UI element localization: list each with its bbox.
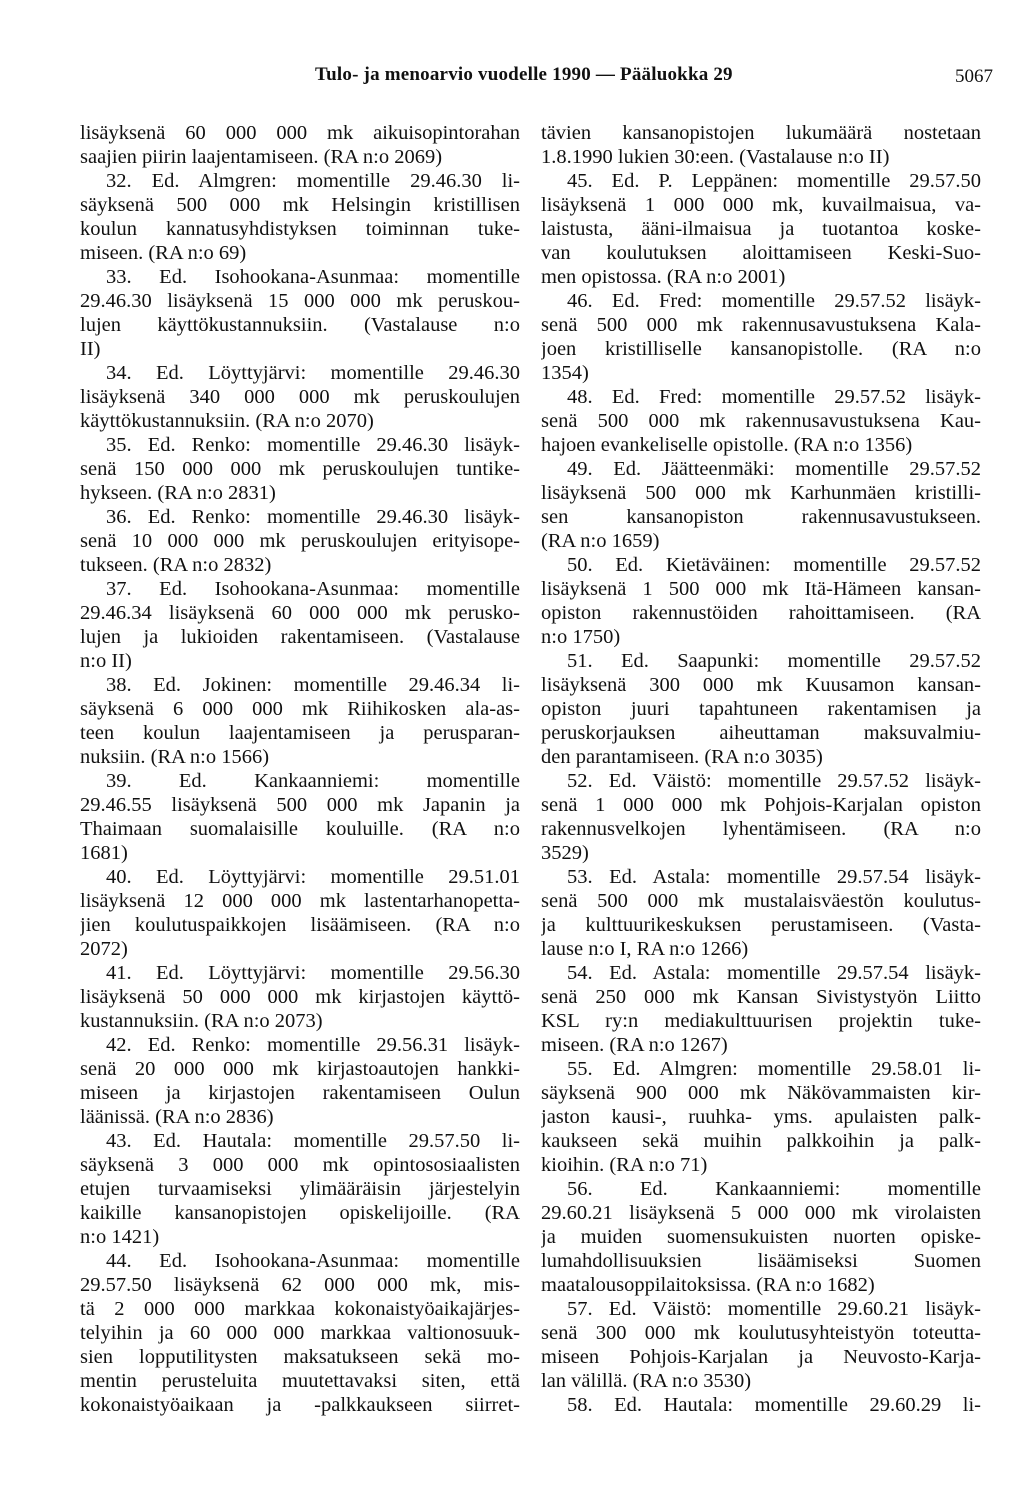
text-line: 29.46.34 lisäyksenä 60 000 000 mk perusko- [80,602,520,624]
text-line: tä 2 000 000 markkaa kokonaistyöaikajärjes- [80,1298,520,1320]
text-line: den parantamiseen. (RA n:o 3035) [541,746,823,768]
running-head-title: Tulo- ja menoarvio vuodelle 1990 — Pääluokka 29 [315,64,733,85]
text-line: kokonaistyöaikaan ja -palkkaukseen siirret- [80,1394,520,1416]
text-line: II) [80,338,101,360]
text-line: opiston rakennustöiden rahoittamiseen. (RA [541,602,981,624]
text-line: 43. Ed. Hautala: momentille 29.57.50 li- [106,1130,520,1152]
text-line: 44. Ed. Isohookana-Asunmaa: momentille [106,1250,520,1272]
text-line: 39. Ed. Kankaanniemi: momentille [106,770,520,792]
text-line: 57. Ed. Väistö: momentille 29.60.21 lisäyk- [567,1298,981,1320]
text-line: kaikille kansanopistojen opiskelijoille. (RA [80,1202,520,1224]
text-line: miseen. (RA n:o 69) [80,242,247,264]
text-line: hajoen evankeliselle opistolle. (RA n:o 1356) [541,434,913,456]
text-line: 53. Ed. Astala: momentille 29.57.54 lisäyk- [567,866,981,888]
text-line: säyksenä 900 000 mk Näkövammaisten kir- [541,1082,981,1104]
text-line: rakennusvelkojen lyhentämiseen. (RA n:o [541,818,981,840]
text-line: käyttökustannuksiin. (RA n:o 2070) [80,410,374,432]
text-line: 29.57.50 lisäyksenä 62 000 000 mk, mis- [80,1274,520,1296]
text-line: 36. Ed. Renko: momentille 29.46.30 lisäyk- [106,506,520,528]
text-line: kustannuksiin. (RA n:o 2073) [80,1010,323,1032]
text-line: n:o 1421) [80,1226,160,1248]
text-line: jien koulutuspaikkojen lisäämiseen. (RA n:o [80,914,520,936]
text-line: säyksenä 500 000 mk Helsingin kristillisen [80,194,520,216]
text-line: lisäyksenä 500 000 mk Karhunmäen kristilli- [541,482,981,504]
text-line: senä 10 000 000 mk peruskoulujen erityisope- [80,530,520,552]
text-line: lumahdollisuuksien lisäämiseksi Suomen [541,1250,981,1272]
text-line: miseen. (RA n:o 1267) [541,1034,728,1056]
text-line: n:o 1750) [541,626,621,648]
text-line: 52. Ed. Väistö: momentille 29.57.52 lisäyk- [567,770,981,792]
text-line: jaston kausi-, ruuhka- yms. apulaisten palk- [541,1106,981,1128]
text-line: koulun kannatusyhdistyksen toiminnan tuke- [80,218,520,240]
text-line: lause n:o I, RA n:o 1266) [541,938,749,960]
text-line: lisäyksenä 300 000 mk Kuusamon kansan- [541,674,981,696]
text-line: ja kulttuurikeskuksen perustamiseen. (Vasta- [541,914,981,936]
text-line: 2072) [80,938,128,960]
text-line: 42. Ed. Renko: momentille 29.56.31 lisäyk- [106,1034,520,1056]
text-line: etujen turvaamiseksi ylimääräisin järjestelyin [80,1178,520,1200]
text-line: teen koulun laajentamiseen ja perusparan- [80,722,520,744]
text-line: lujen käyttökustannuksiin. (Vastalause n:o [80,314,520,336]
text-line: maatalousoppilaitoksissa. (RA n:o 1682) [541,1274,875,1296]
text-line: saajien piirin laajentamiseen. (RA n:o 2069) [80,146,443,168]
text-line: 1681) [80,842,128,864]
text-line: n:o II) [80,650,132,672]
page-number: 5067 [955,66,993,87]
left-text-column [80,121,520,1417]
text-line: Thaimaan suomalaisille kouluille. (RA n:o [80,818,520,840]
text-line: miseen Pohjois-Karjalan ja Neuvosto-Karja- [541,1346,981,1368]
text-line: senä 1 000 000 mk Pohjois-Karjalan opiston [541,794,981,816]
text-line: sen kansanopiston rakennusavustukseen. [541,506,981,528]
text-line: 51. Ed. Saapunki: momentille 29.57.52 [567,650,981,672]
text-line: van koulutuksen aloittamiseen Keski-Suo- [541,242,981,264]
text-line: 56. Ed. Kankaanniemi: momentille [567,1178,981,1200]
text-line: 33. Ed. Isohookana-Asunmaa: momentille [106,266,520,288]
text-line: (RA n:o 1659) [541,530,660,552]
text-line: peruskorjauksen aiheuttaman maksuvalmiu- [541,722,981,744]
text-line: lan välillä. (RA n:o 3530) [541,1370,752,1392]
text-line: 40. Ed. Löyttyjärvi: momentille 29.51.01 [106,866,520,888]
text-line: lisäyksenä 12 000 000 mk lastentarhanopetta- [80,890,520,912]
text-line: lisäyksenä 1 000 000 mk, kuvailmaisua, va- [541,194,981,216]
text-line: lujen ja lukioiden rakentamiseen. (Vastalause [80,626,520,648]
text-line: 46. Ed. Fred: momentille 29.57.52 lisäyk- [567,290,981,312]
text-line: lisäyksenä 340 000 000 mk peruskoulujen [80,386,520,408]
text-line: joen kristilliselle kansanopistolle. (RA n:o [541,338,981,360]
text-line: laistusta, ääni-ilmaisua ja tuotantoa koske- [541,218,981,240]
text-line: kioihin. (RA n:o 71) [541,1154,708,1176]
text-line: 1354) [541,362,589,384]
text-line: 45. Ed. P. Leppänen: momentille 29.57.50 [567,170,981,192]
text-line: läänissä. (RA n:o 2836) [80,1106,274,1128]
text-line: 58. Ed. Hautala: momentille 29.60.29 li- [567,1394,981,1416]
page-header [0,64,1024,94]
right-text-column [541,121,981,1417]
text-line: men opistossa. (RA n:o 2001) [541,266,786,288]
text-line: tävien kansanopistojen lukumäärä nostetaan [541,122,981,144]
text-line: senä 20 000 000 mk kirjastoautojen hankki- [80,1058,520,1080]
text-line: säyksenä 6 000 000 mk Riihikosken ala-as- [80,698,520,720]
text-line: 1.8.1990 lukien 30:een. (Vastalause n:o II) [541,146,890,168]
text-line: senä 300 000 mk koulutusyhteistyön toteutta- [541,1322,981,1344]
text-line: senä 150 000 000 mk peruskoulujen tuntike- [80,458,520,480]
text-line: kaukseen sekä muihin palkkoihin ja palk- [541,1130,981,1152]
text-line: 29.46.30 lisäyksenä 15 000 000 mk peruskou- [80,290,520,312]
text-line: nuksiin. (RA n:o 1566) [80,746,270,768]
text-line: ja muiden suomensukuisten nuorten opiske- [541,1226,981,1248]
text-line: KSL ry:n mediakulttuurisen projektin tuke- [541,1010,981,1032]
text-line: lisäyksenä 60 000 000 mk aikuisopintorahan [80,122,520,144]
text-line: 41. Ed. Löyttyjärvi: momentille 29.56.30 [106,962,520,984]
text-line: 37. Ed. Isohookana-Asunmaa: momentille [106,578,520,600]
text-line: opiston juuri tapahtuneen rakentamisen ja [541,698,981,720]
text-line: 50. Ed. Kietäväinen: momentille 29.57.52 [567,554,981,576]
text-line: senä 500 000 mk mustalaisväestön koulutus- [541,890,981,912]
text-line: 3529) [541,842,589,864]
text-line: 54. Ed. Astala: momentille 29.57.54 lisäyk- [567,962,981,984]
text-line: 55. Ed. Almgren: momentille 29.58.01 li- [567,1058,981,1080]
text-line: sien lopputilitysten maksatukseen sekä mo- [80,1346,520,1368]
text-line: 29.46.55 lisäyksenä 500 000 mk Japanin ja [80,794,520,816]
text-line: tukseen. (RA n:o 2832) [80,554,272,576]
text-line: säyksenä 3 000 000 mk opintososiaalisten [80,1154,520,1176]
text-line: 32. Ed. Almgren: momentille 29.46.30 li- [106,170,520,192]
text-line: 35. Ed. Renko: momentille 29.46.30 lisäyk- [106,434,520,456]
text-line: 49. Ed. Jäätteenmäki: momentille 29.57.52 [567,458,981,480]
text-line: telyihin ja 60 000 000 markkaa valtionosuuk- [80,1322,520,1344]
text-line: 38. Ed. Jokinen: momentille 29.46.34 li- [106,674,520,696]
text-line: lisäyksenä 50 000 000 mk kirjastojen käyttö- [80,986,520,1008]
text-line: hykseen. (RA n:o 2831) [80,482,276,504]
text-line: miseen ja kirjastojen rakentamiseen Oulun [80,1082,520,1104]
text-line: senä 250 000 mk Kansan Sivistystyön Liitto [541,986,981,1008]
text-line: senä 500 000 mk rakennusavustuksena Kau- [541,410,981,432]
text-line: lisäyksenä 1 500 000 mk Itä-Hämeen kansan- [541,578,981,600]
text-line: 34. Ed. Löyttyjärvi: momentille 29.46.30 [106,362,520,384]
text-line: mentin perusteluita muutettavaksi siten, että [80,1370,520,1392]
text-line: 29.60.21 lisäyksenä 5 000 000 mk virolaisten [541,1202,981,1224]
text-line: 48. Ed. Fred: momentille 29.57.52 lisäyk- [567,386,981,408]
text-line: senä 500 000 mk rakennusavustuksena Kala- [541,314,981,336]
